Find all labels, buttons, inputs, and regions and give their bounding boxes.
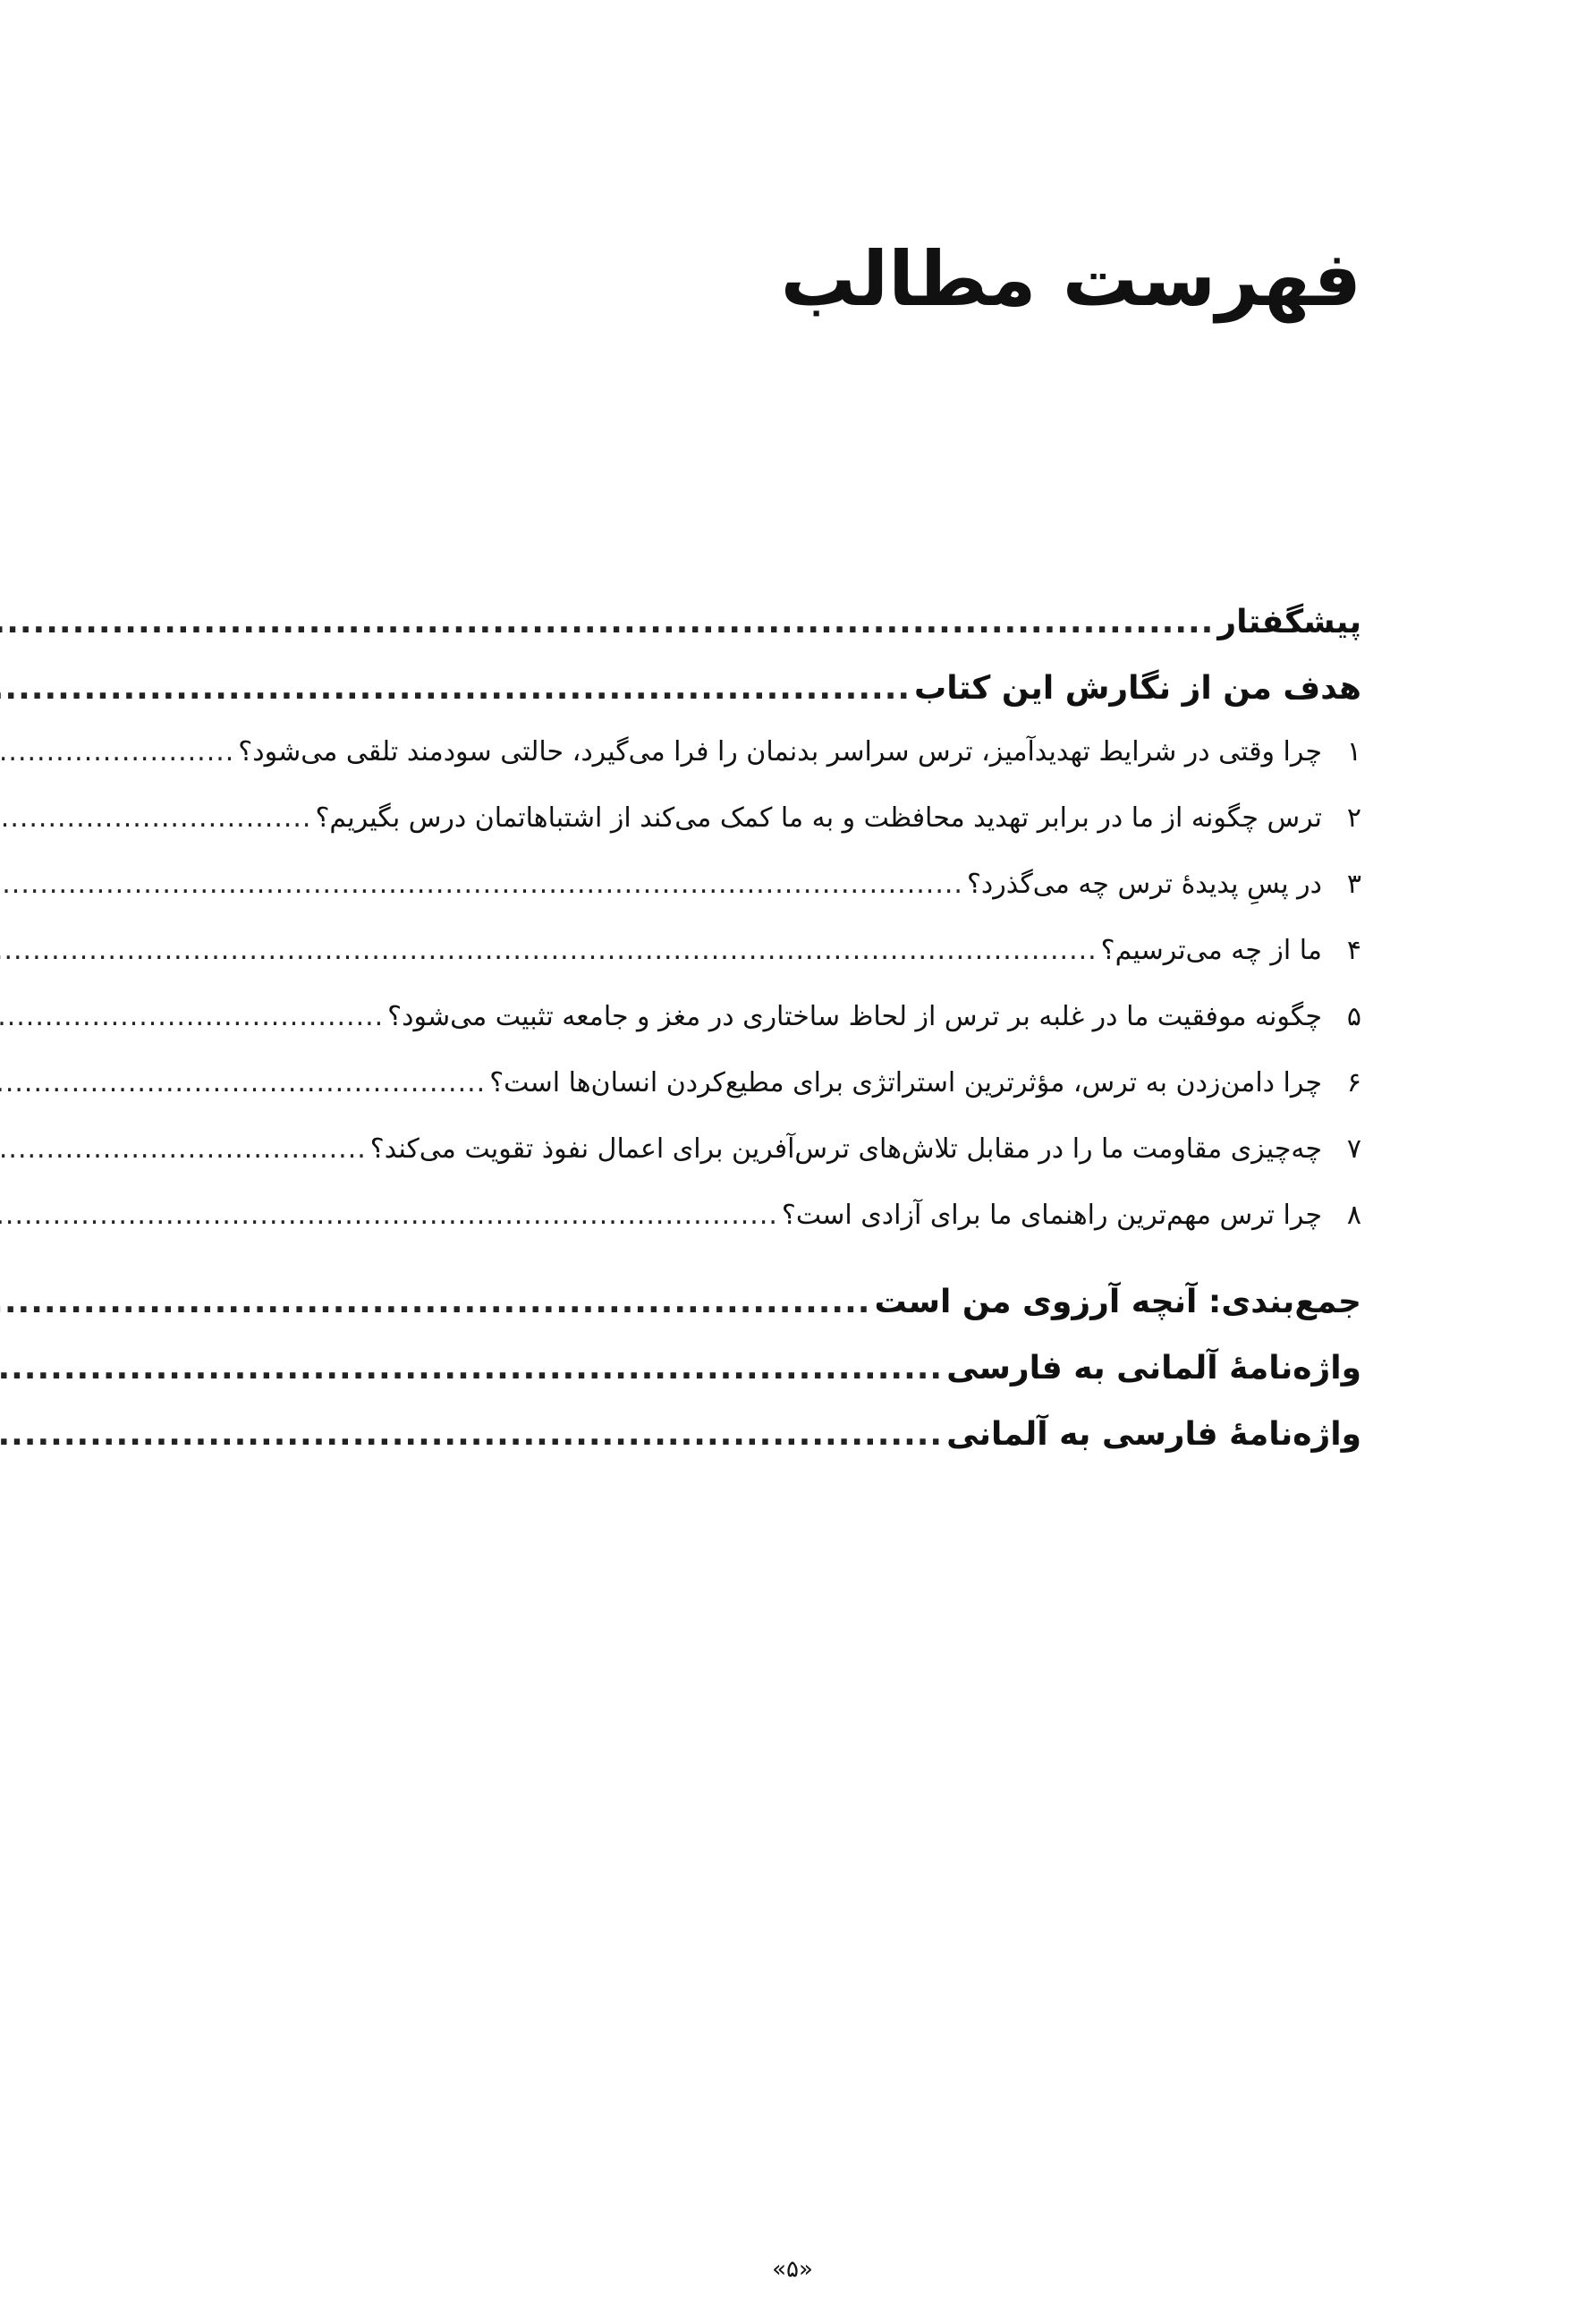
dot-leader <box>0 802 311 834</box>
dot-leader <box>0 1067 486 1098</box>
chapter-number: ۳ <box>1346 869 1361 900</box>
page-folio: «۵» <box>772 2256 813 2283</box>
dot-leader <box>0 1001 384 1032</box>
toc-entry-title: هدف من از نگارش این کتاب <box>914 670 1361 707</box>
toc-entry-purpose[interactable] <box>204 670 1361 736</box>
toc-entry-chapter-7[interactable] <box>204 1133 1361 1200</box>
chapter-number: ۸ <box>1346 1200 1361 1231</box>
dot-leader <box>0 736 234 768</box>
toc-entry-title: چرا وقتی در شرایط تهدیدآمیز، ترس سراسر بدنمان را فرا می‌گیرد، حالتی سودمند تلقی می‌شود؟ <box>238 736 1322 768</box>
toc-entry-title: ما از چه می‌ترسیم؟ <box>1100 935 1322 966</box>
toc-entry-glossary-de-fa[interactable] <box>204 1350 1361 1416</box>
dot-leader <box>0 604 1214 640</box>
dot-leader <box>0 670 911 707</box>
page-title: فهرست مطالب <box>780 235 1361 323</box>
chapter-number: ۵ <box>1346 1001 1361 1032</box>
chapter-number: ۱ <box>1346 736 1361 768</box>
toc-entry-glossary-fa-de[interactable] <box>204 1416 1361 1482</box>
dot-leader <box>0 1200 778 1231</box>
toc-entry-title: واژه‌نامهٔ آلمانی به فارسی <box>946 1350 1361 1387</box>
toc-entry-title: واژه‌نامهٔ فارسی به آلمانی <box>946 1416 1361 1453</box>
toc-entry-chapter-1[interactable] <box>204 736 1361 802</box>
toc-entry-preface[interactable] <box>204 604 1361 670</box>
dot-leader <box>0 935 1098 966</box>
chapter-number: ۲ <box>1346 802 1361 834</box>
toc-entry-chapter-8[interactable] <box>204 1200 1361 1266</box>
dot-leader <box>0 1350 943 1387</box>
toc-entry-title: پیشگفتار <box>1217 604 1361 640</box>
toc-entry-chapter-4[interactable] <box>204 935 1361 1001</box>
toc-entry-title: چرا دامن‌زدن به ترس، مؤثرترین استراتژی برای مطیع‌کردن انسان‌ها است؟ <box>489 1067 1322 1098</box>
toc-entry-conclusion[interactable] <box>204 1284 1361 1350</box>
table-of-contents <box>204 604 1361 1482</box>
toc-entry-chapter-5[interactable] <box>204 1001 1361 1067</box>
toc-entry-title: ترس چگونه از ما در برابر تهدید محافظت و به ما کمک می‌کند از اشتباهاتمان درس بگیریم؟ <box>315 802 1322 834</box>
dot-leader <box>0 1133 367 1165</box>
dot-leader <box>0 1284 870 1320</box>
chapter-number: ۴ <box>1346 935 1361 966</box>
toc-entry-title: چگونه موفقیت ما در غلبه بر ترس از لحاظ ساختاری در مغز و جامعه تثبیت می‌شود؟ <box>387 1001 1322 1032</box>
dot-leader <box>0 869 963 900</box>
toc-entry-title: چه‌چیزی مقاومت ما را در مقابل تلاش‌های ترس‌آفرین برای اعمال نفوذ تقویت می‌کند؟ <box>369 1133 1322 1165</box>
chapter-number: ۶ <box>1346 1067 1361 1098</box>
dot-leader <box>0 1416 943 1453</box>
chapter-number: ۷ <box>1346 1133 1361 1165</box>
toc-entry-chapter-6[interactable] <box>204 1067 1361 1133</box>
toc-entry-chapter-2[interactable] <box>204 802 1361 869</box>
toc-entry-chapter-3[interactable] <box>204 869 1361 935</box>
toc-entry-title: چرا ترس مهم‌ترین راهنمای ما برای آزادی است؟ <box>781 1200 1322 1231</box>
toc-entry-title: جمع‌بندی: آنچه آرزوی من است <box>874 1284 1361 1320</box>
toc-entry-title: در پسِ پدیدهٔ ترس چه می‌گذرد؟ <box>966 869 1322 900</box>
